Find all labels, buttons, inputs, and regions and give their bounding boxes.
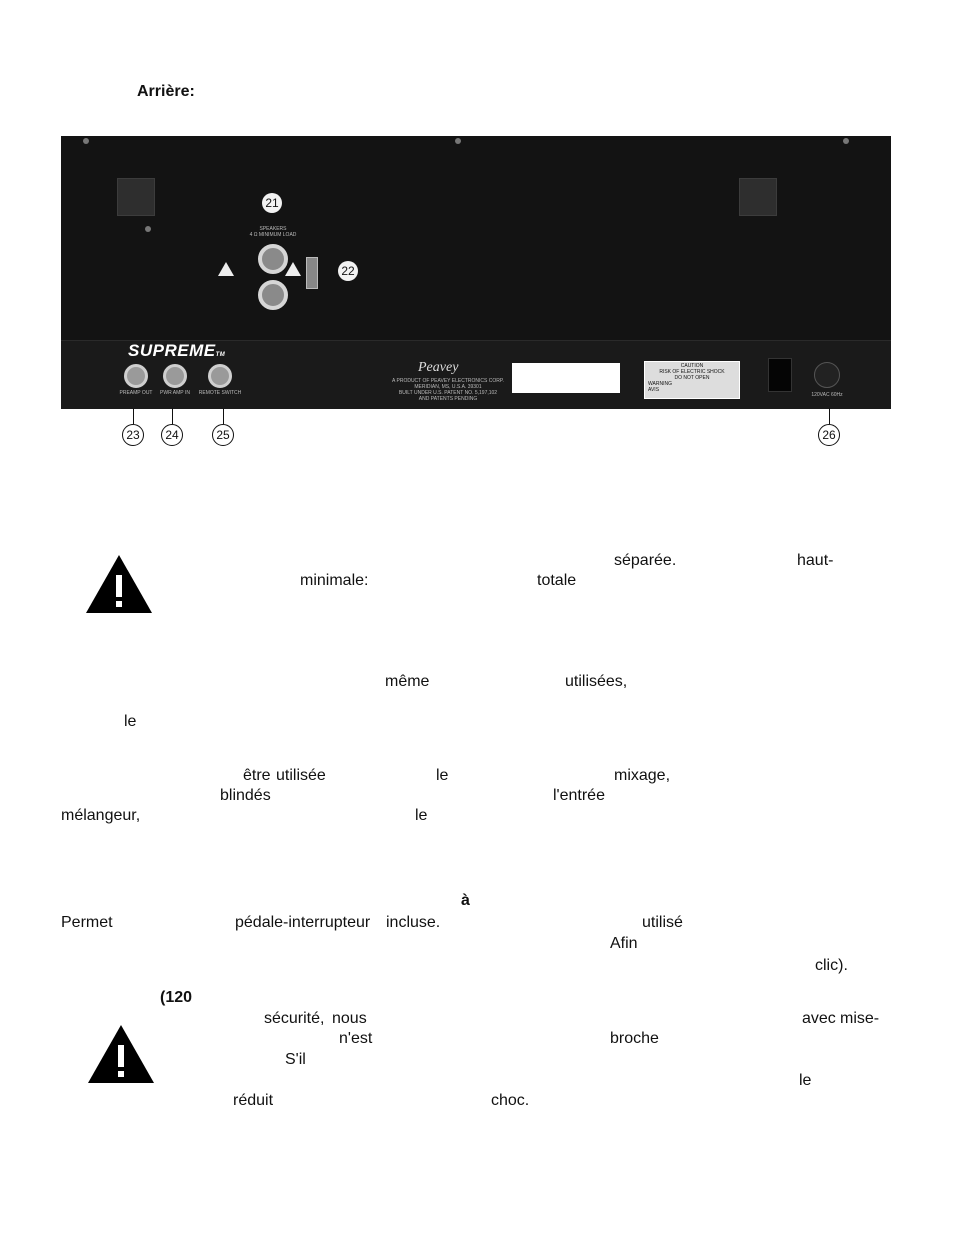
- text-fragment: haut-: [797, 552, 834, 569]
- screw: [843, 138, 849, 144]
- warning-line-1: RISK OF ELECTRIC SHOCK: [659, 369, 725, 375]
- text-fragment: n'est: [339, 1030, 373, 1047]
- warning-line-3: WARNING: [648, 381, 672, 387]
- text-fragment: clic).: [815, 957, 848, 974]
- speakers-label: SPEAKERS: [259, 226, 287, 232]
- maker-logo: Peavey: [418, 360, 459, 375]
- text-fragment: choc.: [491, 1092, 530, 1109]
- serial-label-box: [512, 363, 620, 393]
- preamp-out-jack: [124, 364, 148, 388]
- leader-line: [172, 408, 173, 424]
- callout-24: 24: [161, 424, 183, 446]
- fuse-holder: [768, 358, 792, 392]
- text-fragment: minimale:: [300, 572, 369, 589]
- text-fragment: totale: [537, 572, 577, 589]
- warning-label: [644, 361, 740, 399]
- jack-label-remote-switch: REMOTE SWITCH: [198, 390, 242, 396]
- maker-line-1: A PRODUCT OF PEAVEY ELECTRONICS CORP.: [392, 378, 504, 384]
- callout-26: 26: [818, 424, 840, 446]
- speaker-jack-2: [258, 280, 288, 310]
- text-fragment: le: [436, 767, 449, 784]
- remote-switch-jack: [208, 364, 232, 388]
- text-fragment: utilisées,: [565, 673, 628, 690]
- callout-22: 22: [338, 261, 358, 281]
- text-fragment: réduit: [233, 1092, 274, 1109]
- power-amp-in-jack: [163, 364, 187, 388]
- text-fragment: pédale-interrupteur: [235, 914, 371, 931]
- text-fragment: mise-: [840, 1010, 880, 1027]
- warning-exclamation-icon: [88, 1025, 154, 1083]
- maker-line-4: AND PATENTS PENDING: [418, 396, 478, 402]
- warning-triangle-icon: [285, 262, 301, 276]
- text-fragment: mélangeur,: [61, 807, 141, 824]
- section-heading: Arrière:: [137, 83, 195, 100]
- screw: [455, 138, 461, 144]
- brand-text: SUPREME: [128, 341, 216, 360]
- text-fragment: l'entrée: [553, 787, 605, 804]
- text-fragment: séparée.: [614, 552, 677, 569]
- callout-25: 25: [212, 424, 234, 446]
- speakers-sublabel: 4 Ω MINIMUM LOAD: [249, 232, 297, 238]
- text-fragment: mixage,: [614, 767, 671, 784]
- text-fragment: avec: [802, 1010, 836, 1027]
- text-fragment: utilisé: [642, 914, 683, 931]
- warning-title: CAUTION: [680, 363, 704, 369]
- text-fragment: broche: [610, 1030, 659, 1047]
- callout-23: 23: [122, 424, 144, 446]
- text-fragment: Permet: [61, 914, 113, 931]
- jack-label-power-amp-in: PWR AMP IN: [160, 390, 190, 396]
- maker-line-2: MERIDIAN, MS, U.S.A. 39301: [414, 384, 482, 390]
- text-fragment: Afin: [610, 935, 638, 952]
- leader-line: [133, 408, 134, 424]
- screw: [83, 138, 89, 144]
- text-fragment: nous: [332, 1010, 367, 1027]
- power-cord: [814, 362, 840, 388]
- text-fragment: le: [124, 713, 137, 730]
- text-fragment: incluse.: [386, 914, 441, 931]
- callout-21: 21: [262, 193, 282, 213]
- text-fragment: utilisée: [276, 767, 326, 784]
- power-label: 120VAC 60Hz: [811, 392, 843, 398]
- jack-label-preamp-out: PREAMP OUT: [119, 390, 153, 396]
- text-fragment: blindés: [220, 787, 271, 804]
- text-fragment: à: [461, 892, 470, 909]
- text-fragment: le: [415, 807, 428, 824]
- impedance-switch: [306, 257, 318, 289]
- screw: [145, 226, 151, 232]
- text-fragment: (120: [160, 989, 193, 1006]
- speaker-jack-1: [258, 244, 288, 274]
- brand-name: [128, 341, 225, 361]
- warning-triangle-icon: [218, 262, 234, 276]
- text-fragment: être: [243, 767, 271, 784]
- warning-line-4: AVIS: [648, 387, 660, 393]
- text-fragment: le: [799, 1072, 812, 1089]
- text-fragment: sécurité,: [264, 1010, 325, 1027]
- leader-line: [829, 408, 830, 424]
- brand-mark: TM: [215, 352, 226, 358]
- maker-line-3: BUILT UNDER U.S. PATENT NO. 5,197,102: [398, 390, 498, 396]
- leader-line: [223, 408, 224, 424]
- vent-left: [117, 178, 155, 216]
- text-fragment: même: [385, 673, 430, 690]
- warning-line-2: DO NOT OPEN: [674, 375, 710, 381]
- vent-right: [739, 178, 777, 216]
- warning-exclamation-icon: [86, 555, 152, 613]
- text-fragment: S'il: [285, 1051, 306, 1068]
